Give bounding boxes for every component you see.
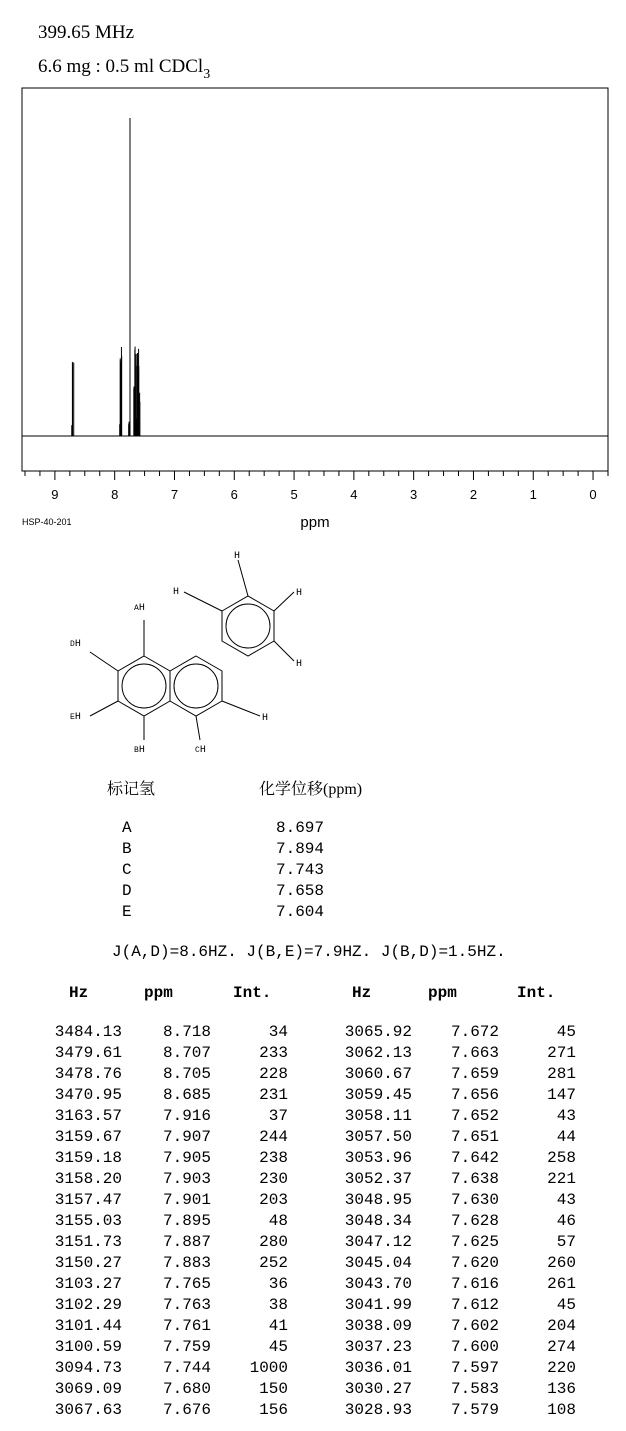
x-tick-label: 6 bbox=[230, 487, 238, 502]
peak-int: 57 bbox=[556, 1233, 576, 1251]
x-tick-label: 9 bbox=[51, 487, 59, 502]
peak-ppm: 7.583 bbox=[451, 1380, 500, 1398]
peak-hz: 3030.27 bbox=[344, 1380, 413, 1398]
peak-int: 233 bbox=[259, 1044, 288, 1062]
peak-hz: 3479.61 bbox=[54, 1044, 123, 1062]
peak-ppm: 7.652 bbox=[451, 1107, 500, 1125]
peak-ppm: 7.672 bbox=[451, 1023, 500, 1041]
peak-ppm: 7.759 bbox=[163, 1338, 212, 1356]
peak-ppm: 7.883 bbox=[163, 1254, 212, 1272]
peak-ppm: 7.895 bbox=[163, 1212, 212, 1230]
x-tick-label: 5 bbox=[290, 487, 298, 502]
peak-int: 46 bbox=[556, 1212, 576, 1230]
peak-hz: 3037.23 bbox=[344, 1338, 413, 1356]
peak-ppm: 7.642 bbox=[451, 1149, 500, 1167]
peak-hz: 3100.59 bbox=[54, 1338, 123, 1356]
peak-ppm: 7.612 bbox=[451, 1296, 500, 1314]
peak-int: 238 bbox=[259, 1149, 288, 1167]
shift-row-label: D bbox=[122, 882, 132, 900]
peak-int: 147 bbox=[547, 1086, 576, 1104]
peak-int: 1000 bbox=[249, 1359, 288, 1377]
peak-ppm: 7.628 bbox=[451, 1212, 500, 1230]
peak-int: 44 bbox=[556, 1128, 576, 1146]
peak-hz: 3036.01 bbox=[344, 1359, 413, 1377]
peak-int: 228 bbox=[259, 1065, 288, 1083]
spectrometer-frequency: 399.65 MHz bbox=[38, 22, 135, 43]
peak-ppm: 7.597 bbox=[451, 1359, 500, 1377]
peak-hz: 3478.76 bbox=[54, 1065, 123, 1083]
peak-hz: 3484.13 bbox=[54, 1023, 123, 1041]
peak-ppm: 8.707 bbox=[163, 1044, 212, 1062]
peak-header-int: Int. bbox=[517, 984, 556, 1002]
peak-int: 45 bbox=[556, 1023, 576, 1041]
shift-row-value: 7.894 bbox=[276, 840, 325, 858]
peak-ppm: 7.905 bbox=[163, 1149, 212, 1167]
peak-int: 261 bbox=[547, 1275, 576, 1293]
peak-hz: 3069.09 bbox=[54, 1380, 123, 1398]
peak-ppm: 7.656 bbox=[451, 1086, 500, 1104]
x-tick-label: 2 bbox=[469, 487, 478, 502]
plot-frame bbox=[22, 88, 608, 471]
peak-int: 281 bbox=[547, 1065, 576, 1083]
shift-row-value: 7.658 bbox=[276, 882, 325, 900]
shift-header-proton: 标记氢 bbox=[107, 781, 156, 798]
peak-int: 45 bbox=[268, 1338, 288, 1356]
proton-label-h: H bbox=[262, 713, 269, 724]
x-axis-label: ppm bbox=[300, 514, 330, 531]
sample-subscript: 3 bbox=[203, 67, 211, 82]
peak-ppm: 7.901 bbox=[163, 1191, 212, 1209]
peak-ppm: 7.602 bbox=[451, 1317, 500, 1335]
peak-int: 258 bbox=[547, 1149, 576, 1167]
peak-int: 274 bbox=[547, 1338, 576, 1356]
peak-int: 221 bbox=[547, 1170, 576, 1188]
proton-label-c: CH bbox=[195, 745, 206, 756]
peak-hz: 3094.73 bbox=[54, 1359, 123, 1377]
peak-ppm: 7.676 bbox=[163, 1401, 212, 1419]
peak-ppm: 7.907 bbox=[163, 1128, 212, 1146]
peak-int: 48 bbox=[268, 1212, 288, 1230]
peak-ppm: 7.763 bbox=[163, 1296, 212, 1314]
shift-row-label: E bbox=[122, 903, 132, 921]
x-tick-label: 1 bbox=[529, 487, 537, 502]
spectrum-code: HSP-40-201 bbox=[22, 517, 72, 527]
coupling-constants: J(A,D)=8.6HZ. J(B,E)=7.9HZ. J(B,D)=1.5HZ. bbox=[112, 943, 506, 961]
peak-ppm: 7.579 bbox=[451, 1401, 500, 1419]
peak-ppm: 7.761 bbox=[163, 1317, 212, 1335]
peak-hz: 3157.47 bbox=[54, 1191, 123, 1209]
peak-int: 230 bbox=[259, 1170, 288, 1188]
shift-header-ppm: 化学位移(ppm) bbox=[259, 781, 363, 798]
peak-hz: 3158.20 bbox=[54, 1170, 123, 1188]
peak-int: 203 bbox=[259, 1191, 288, 1209]
peak-hz: 3047.12 bbox=[344, 1233, 413, 1251]
peak-ppm: 7.659 bbox=[451, 1065, 500, 1083]
peak-ppm: 8.718 bbox=[163, 1023, 212, 1041]
proton-label-e: EH bbox=[70, 712, 81, 723]
x-tick-label: 4 bbox=[350, 487, 358, 502]
peak-hz: 3053.96 bbox=[344, 1149, 413, 1167]
peak-ppm: 7.744 bbox=[163, 1359, 212, 1377]
shift-row-label: B bbox=[122, 840, 132, 858]
peak-int: 108 bbox=[547, 1401, 576, 1419]
peak-hz: 3028.93 bbox=[344, 1401, 413, 1419]
peak-ppm: 7.620 bbox=[451, 1254, 500, 1272]
peak-ppm: 7.651 bbox=[451, 1128, 500, 1146]
peak-hz: 3043.70 bbox=[344, 1275, 413, 1293]
peak-ppm: 7.600 bbox=[451, 1338, 500, 1356]
x-tick-label: 0 bbox=[589, 487, 597, 502]
peak-hz: 3101.44 bbox=[54, 1317, 123, 1335]
peak-hz: 3041.99 bbox=[344, 1296, 413, 1314]
peak-hz: 3048.34 bbox=[344, 1212, 413, 1230]
proton-label-d: DH bbox=[70, 639, 81, 650]
shift-row-value: 8.697 bbox=[276, 819, 325, 837]
peak-hz: 3048.95 bbox=[344, 1191, 413, 1209]
proton-label-h: H bbox=[173, 587, 180, 598]
peak-hz: 3103.27 bbox=[54, 1275, 123, 1293]
peak-int: 136 bbox=[547, 1380, 576, 1398]
peak-int: 36 bbox=[268, 1275, 288, 1293]
peak-ppm: 7.903 bbox=[163, 1170, 212, 1188]
peak-int: 45 bbox=[556, 1296, 576, 1314]
peak-ppm: 8.705 bbox=[163, 1065, 212, 1083]
peak-ppm: 7.663 bbox=[451, 1044, 500, 1062]
peak-int: 38 bbox=[268, 1296, 288, 1314]
peak-hz: 3102.29 bbox=[54, 1296, 123, 1314]
peak-header-ppm: ppm bbox=[144, 984, 173, 1002]
proton-label-h: H bbox=[296, 659, 303, 670]
x-tick-label: 8 bbox=[111, 487, 119, 502]
peak-hz: 3045.04 bbox=[344, 1254, 413, 1272]
shift-row-label: C bbox=[122, 861, 132, 879]
peak-hz: 3062.13 bbox=[344, 1044, 413, 1062]
peak-int: 244 bbox=[259, 1128, 288, 1146]
peak-hz: 3065.92 bbox=[344, 1023, 413, 1041]
peak-int: 41 bbox=[268, 1317, 288, 1335]
sample-main: 6.6 mg : 0.5 ml CDCl bbox=[38, 56, 204, 77]
peak-header-int: Int. bbox=[233, 984, 272, 1002]
proton-label-b: BH bbox=[134, 745, 145, 756]
peak-header-hz: Hz bbox=[352, 984, 372, 1002]
peak-ppm: 7.630 bbox=[451, 1191, 500, 1209]
shift-row-label: A bbox=[122, 819, 132, 837]
peak-int: 43 bbox=[556, 1107, 576, 1125]
peak-int: 220 bbox=[547, 1359, 576, 1377]
peak-ppm: 7.625 bbox=[451, 1233, 500, 1251]
peak-ppm: 7.638 bbox=[451, 1170, 500, 1188]
peak-int: 204 bbox=[547, 1317, 576, 1335]
peak-hz: 3470.95 bbox=[54, 1086, 123, 1104]
x-tick-label: 3 bbox=[410, 487, 418, 502]
peak-ppm: 7.680 bbox=[163, 1380, 212, 1398]
peak-int: 150 bbox=[259, 1380, 288, 1398]
peak-ppm: 7.916 bbox=[163, 1107, 212, 1125]
peak-ppm: 8.685 bbox=[163, 1086, 212, 1104]
peak-hz: 3052.37 bbox=[344, 1170, 413, 1188]
peak-ppm: 7.765 bbox=[163, 1275, 212, 1293]
peak-hz: 3060.67 bbox=[344, 1065, 413, 1083]
peak-int: 34 bbox=[268, 1023, 288, 1041]
peak-int: 252 bbox=[259, 1254, 288, 1272]
peak-int: 43 bbox=[556, 1191, 576, 1209]
molecule-structure bbox=[60, 540, 340, 765]
peak-int: 156 bbox=[259, 1401, 288, 1419]
nmr-spectrum-chart bbox=[0, 0, 626, 540]
proton-label-a: AH bbox=[134, 603, 145, 614]
peak-hz: 3058.11 bbox=[344, 1107, 413, 1125]
proton-label-h: H bbox=[234, 551, 241, 562]
peak-int: 280 bbox=[259, 1233, 288, 1251]
peak-header-ppm: ppm bbox=[428, 984, 457, 1002]
shift-row-value: 7.743 bbox=[276, 861, 325, 879]
peak-hz: 3038.09 bbox=[344, 1317, 413, 1335]
shift-row-value: 7.604 bbox=[276, 903, 325, 921]
peak-hz: 3155.03 bbox=[54, 1212, 123, 1230]
peak-hz: 3057.50 bbox=[344, 1128, 413, 1146]
peak-ppm: 7.887 bbox=[163, 1233, 212, 1251]
peak-int: 231 bbox=[259, 1086, 288, 1104]
peak-int: 37 bbox=[268, 1107, 288, 1125]
peak-int: 260 bbox=[547, 1254, 576, 1272]
peak-hz: 3159.67 bbox=[54, 1128, 123, 1146]
peak-hz: 3159.18 bbox=[54, 1149, 123, 1167]
peak-hz: 3150.27 bbox=[54, 1254, 123, 1272]
peak-ppm: 7.616 bbox=[451, 1275, 500, 1293]
x-tick-label: 7 bbox=[170, 487, 179, 502]
peak-hz: 3151.73 bbox=[54, 1233, 123, 1251]
peak-hz: 3067.63 bbox=[54, 1401, 123, 1419]
peak-int: 271 bbox=[547, 1044, 576, 1062]
peak-header-hz: Hz bbox=[69, 984, 89, 1002]
peak-hz: 3059.45 bbox=[344, 1086, 413, 1104]
proton-label-h: H bbox=[296, 588, 303, 599]
peak-hz: 3163.57 bbox=[54, 1107, 123, 1125]
